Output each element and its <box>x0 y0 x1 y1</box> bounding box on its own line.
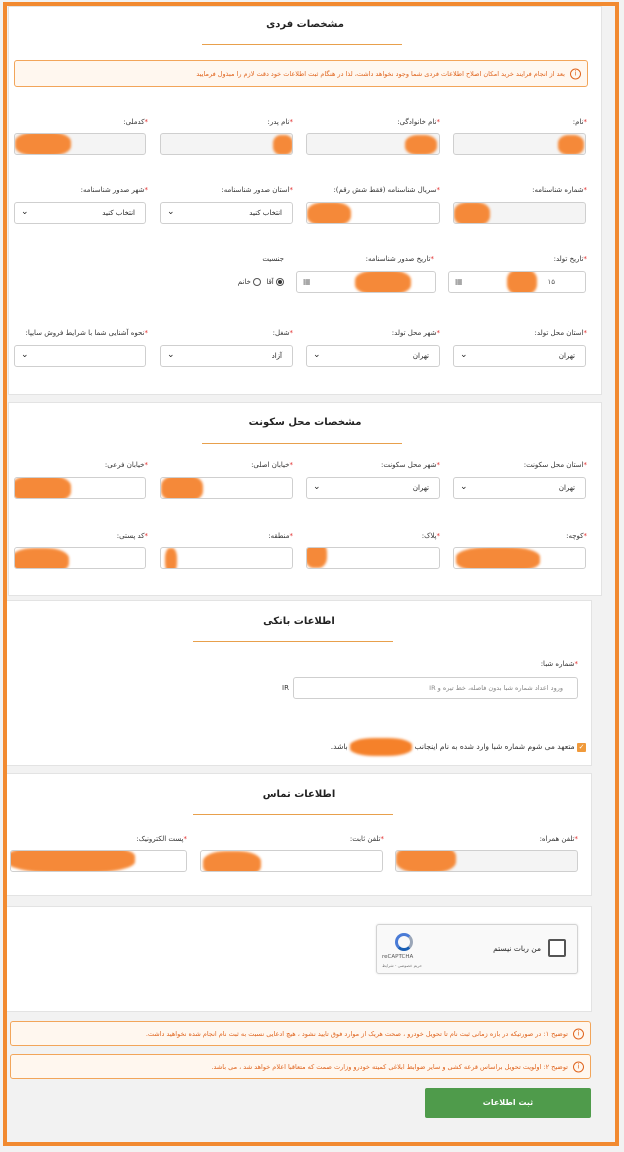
redaction <box>558 135 584 155</box>
issue-date-input[interactable] <box>296 271 436 293</box>
redaction <box>203 851 261 872</box>
redaction <box>456 547 540 569</box>
redaction <box>15 133 71 155</box>
chevron-down-icon: ⌄ <box>313 482 321 492</box>
phone-label: *تلفن ثابت: <box>349 835 384 843</box>
gender-female-radio[interactable] <box>253 278 261 286</box>
gender-male-radio[interactable] <box>276 278 284 286</box>
redaction <box>165 548 177 569</box>
birth-date-label: *تاریخ تولد: <box>553 255 587 263</box>
email-label: *پست الکترونیک: <box>136 835 187 843</box>
gender-radios: آقا خانم <box>238 278 284 286</box>
id-serial-label: *سریال شناسنامه (فقط شش رقم): <box>333 186 440 194</box>
captcha-label: من ربات نیستم <box>493 944 541 953</box>
personal-notice <box>14 60 588 87</box>
sub-street-input[interactable] <box>14 477 146 499</box>
sub-street-label: *خیابان فرعی: <box>104 461 148 469</box>
phone-input[interactable] <box>200 850 383 872</box>
issue-province-select[interactable]: انتخاب کنید ⌄ <box>160 202 293 224</box>
alley-label: *کوچه: <box>566 532 587 540</box>
redaction <box>454 202 490 224</box>
region-label: *منطقه: <box>268 532 293 540</box>
plate-label: *پلاک: <box>421 532 440 540</box>
title-underline <box>202 443 402 444</box>
redaction <box>273 135 293 155</box>
birth-city-select[interactable]: تهران ⌄ <box>306 345 440 367</box>
postal-input[interactable] <box>14 547 146 569</box>
calendar-icon: ▦ <box>303 277 311 286</box>
alley-input[interactable] <box>453 547 586 569</box>
chevron-down-icon: ⌄ <box>460 350 468 360</box>
redaction <box>14 548 69 569</box>
chevron-down-icon: ⌄ <box>167 207 175 217</box>
ir-prefix: IR <box>282 684 289 692</box>
birth-province-label: *استان محل تولد: <box>534 329 587 337</box>
info-icon: i <box>573 1028 584 1039</box>
recaptcha-brand: reCAPTCHA <box>382 954 414 960</box>
redaction <box>396 850 456 872</box>
commit-checkbox[interactable]: ✓ <box>578 742 585 751</box>
notice-text: بعد از انجام فرایند خرید امکان اصلاح اطلاعات فردی شما وجود نخواهد داشت، لذا در هنگام ثبت اطلاعات خود دقت لازم را مبذول فرمایید <box>196 69 565 78</box>
job-label: *شغل: <box>272 329 293 337</box>
id-serial-input[interactable] <box>306 202 440 224</box>
note-2: i توضیح ۲: اولویت تحویل براساس قرعه کشی و سایر ضوابط ابلاغی کمیته خودرو وزارت صمت که متعاقبا اعلام خواهد شد ، می باشد. <box>10 1054 591 1079</box>
redaction <box>306 547 327 568</box>
id-number-label: *شماره شناسنامه: <box>532 186 587 194</box>
chevron-down-icon: ⌄ <box>167 350 175 360</box>
birth-date-input[interactable]: ▦ ۱۵ <box>448 271 586 293</box>
calendar-icon: ▦ <box>455 277 463 286</box>
personal-title: مشخصات فردی <box>266 19 344 30</box>
title-underline <box>202 44 402 45</box>
birth-province-select[interactable]: تهران ⌄ <box>453 345 586 367</box>
res-province-select[interactable]: تهران ⌄ <box>453 477 586 499</box>
note-1: i توضیح ۱: در صورتیکه در بازه زمانی ثبت نام تا تحویل خودرو ، صحت هریک از موارد فوق تایید نشود ، هیچ ادعایی نسبت به ثبت نام انجام شده نخواهید داشت. <box>10 1021 591 1046</box>
info-icon: i <box>573 1061 584 1072</box>
issue-city-select[interactable]: انتخاب کنید ⌄ <box>14 202 146 224</box>
job-select[interactable]: آزاد ⌄ <box>160 345 293 367</box>
bank-title: اطلاعات بانکی <box>263 616 335 627</box>
gender-label: جنسیت <box>262 255 284 263</box>
name-input[interactable] <box>453 133 586 155</box>
father-input[interactable] <box>160 133 293 155</box>
residence-title: مشخصات محل سکونت <box>248 417 362 428</box>
captcha-checkbox[interactable] <box>548 939 566 957</box>
issue-province-label: *استان صدور شناسنامه: <box>221 186 293 194</box>
sheba-label: *شماره شبا: <box>540 660 578 668</box>
main-street-input[interactable] <box>160 477 293 499</box>
main-street-label: *خیابان اصلی: <box>251 461 293 469</box>
redaction <box>10 850 135 872</box>
submit-button[interactable]: ثبت اطلاعات <box>425 1088 591 1118</box>
email-input[interactable] <box>10 850 187 872</box>
redaction <box>161 477 203 499</box>
title-underline <box>193 641 393 642</box>
national-code-input[interactable] <box>14 133 146 155</box>
name-label: *نام: <box>572 118 587 126</box>
sheba-commit: ✓ متعهد می شوم شماره شبا وارد شده به نام اینجانب باشد. <box>331 738 586 756</box>
redaction <box>507 271 537 293</box>
mobile-input[interactable] <box>395 850 578 872</box>
recaptcha-terms[interactable]: حریم خصوصی - شرایط <box>382 963 423 968</box>
national-code-label: *کدملی: <box>123 118 148 126</box>
chevron-down-icon: ⌄ <box>21 350 29 360</box>
redaction <box>405 135 437 155</box>
redaction <box>350 738 412 756</box>
redaction <box>307 202 351 224</box>
redaction <box>355 271 411 293</box>
issue-city-label: *شهر صدور شناسنامه: <box>80 186 148 194</box>
mobile-label: *تلفن همراه: <box>539 835 578 843</box>
redaction <box>14 477 71 499</box>
chevron-down-icon: ⌄ <box>21 207 29 217</box>
issue-date-label: *تاریخ صدور شناسنامه: <box>365 255 434 263</box>
recaptcha-widget <box>376 924 578 974</box>
res-province-label: *استان محل سکونت: <box>523 461 587 469</box>
recaptcha-logo-icon <box>395 933 413 951</box>
acquaint-label: *نحوه آشنایی شما با شرایط فروش سایپا: <box>25 329 148 337</box>
sheba-input[interactable]: ورود اعداد شماره شبا بدون فاصله، خط تیره و IR <box>293 677 578 699</box>
plate-input[interactable] <box>306 547 440 569</box>
contact-card <box>6 773 592 896</box>
family-label: *نام خانوادگی: <box>397 118 440 126</box>
postal-label: *کد پستی: <box>116 532 148 540</box>
birth-city-label: *شهر محل تولد: <box>391 329 440 337</box>
acquaint-select[interactable] <box>14 345 146 367</box>
res-city-select[interactable]: تهران ⌄ <box>306 477 440 499</box>
contact-title: اطلاعات تماس <box>262 789 336 800</box>
chevron-down-icon: ⌄ <box>460 482 468 492</box>
region-input[interactable] <box>160 547 293 569</box>
father-label: *نام پدر: <box>267 118 293 126</box>
id-number-input[interactable] <box>453 202 586 224</box>
chevron-down-icon: ⌄ <box>313 350 321 360</box>
title-underline <box>193 814 393 815</box>
info-icon: i <box>570 68 581 79</box>
family-input[interactable] <box>306 133 440 155</box>
res-city-label: *شهر محل سکونت: <box>380 461 440 469</box>
